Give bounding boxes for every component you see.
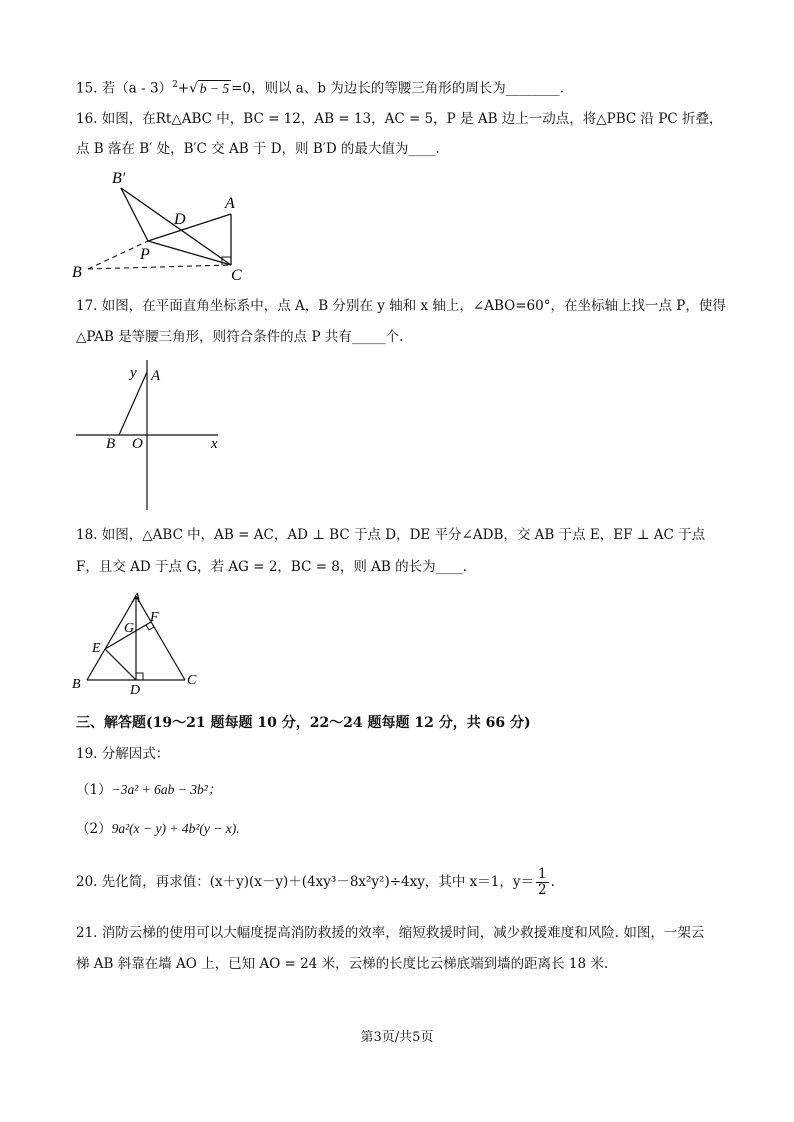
q15-radicand: b − 5 (199, 80, 230, 96)
q15-exponent: 2 (172, 80, 178, 90)
q19-part1 (76, 781, 221, 799)
label-e: E (92, 641, 101, 656)
fraction-one-half (536, 867, 549, 898)
q16-line1: 16. 如图，在Rt△ABC 中，BC = 12，AB = 13，AC = 5，P 是 AB 边上一动点，将△PBC 沿 PC 折叠， (76, 111, 723, 127)
q19-part2-expr: 9a²(x − y) + 4b²(y − x). (111, 821, 240, 836)
q20-end: . (550, 874, 555, 890)
side-ab (87, 596, 136, 680)
label-a: A (225, 195, 235, 212)
q20-text: 20. 先化简，再求值：(x＋y)(x－y)＋(4xy³－8x²y²)÷4xy，其中 x＝1，y＝ (76, 874, 534, 890)
q16-figure (66, 166, 256, 284)
q15-suffix: =0，则以 a、b 为边长的等腰三角形的周长为________. (231, 80, 565, 97)
q15-number: 15. (76, 80, 98, 97)
q21-line2: 梯 AB 斜靠在墙 AO 上，已知 AO = 24 米，云梯的长度比云梯底端到墙的距离长 18 米. (76, 956, 609, 972)
label-c: C (231, 267, 242, 284)
q18-line2: F，且交 AD 于点 G，若 AG = 2，BC = 8，则 AB 的长为____. (76, 559, 467, 575)
label-f: F (150, 610, 159, 625)
label-c: C (187, 673, 197, 688)
line-b1-p (121, 188, 148, 241)
label-o: O (132, 436, 143, 452)
q19-part1-label: （1） (76, 782, 112, 798)
q17-figure (70, 360, 230, 515)
segment-ab (119, 372, 147, 435)
segment-de (105, 649, 136, 680)
q19-part2 (76, 820, 240, 838)
q19-title: 19. 分解因式： (76, 746, 170, 762)
label-p: P (140, 246, 150, 263)
q18-line1: 18. 如图，△ABC 中，AB = AC，AD ⊥ BC 于点 D，DE 平分∠ADB，交 AB 于点 E，EF ⊥ AC 于点 (76, 527, 706, 543)
label-b: B (72, 264, 82, 281)
line-b-c-dashed (88, 265, 231, 269)
side-ac (136, 596, 185, 680)
q18-figure (68, 588, 208, 696)
q17-line1: 17. 如图，在平面直角坐标系中，点 A，B 分别在 y 轴和 x 轴上，∠ABO=60°，在坐标轴上找一点 P，使得 (76, 298, 726, 314)
q16-line2: 点 B 落在 B′ 处，B′C 交 AB 于 D，则 B′D 的最大值为____. (76, 141, 440, 157)
page-footer: 第3页/共5页 (360, 1030, 434, 1045)
right-angle-mark-d (136, 673, 143, 680)
question-15 (76, 76, 564, 98)
label-g: G (124, 621, 135, 636)
label-b: B (106, 436, 116, 452)
fraction-denominator: 2 (538, 882, 547, 898)
q19-part1-expr: −3a² + 6ab − 3b²； (111, 782, 222, 797)
line-p-c (148, 241, 231, 265)
label-d: D (174, 211, 186, 228)
q19-part2-label: （2） (76, 821, 112, 837)
line-p-a (148, 214, 231, 241)
question-20 (76, 865, 555, 899)
label-a: A (132, 591, 141, 606)
label-d: D (130, 683, 141, 696)
q21-line1: 21. 消防云梯的使用可以大幅度提高消防救援的效率，缩短救援时间，减少救援难度和风险. 如图，一架云 (76, 925, 705, 941)
line-b-p-dashed (88, 241, 148, 269)
fraction-numerator: 1 (538, 866, 547, 882)
label-b: B (72, 677, 81, 692)
sqrt-sign: √ (189, 80, 198, 97)
q15-plus: + (177, 80, 190, 97)
label-x: x (211, 436, 218, 452)
q15-prefix: 若（a - 3） (101, 80, 173, 97)
label-b-prime: B′ (112, 170, 126, 187)
label-y: y (130, 365, 137, 381)
section-heading: 三、解答题(19～21 题每题 10 分，22～24 题每题 12 分，共 66 分) (76, 715, 531, 731)
q17-line2: △PAB 是等腰三角形，则符合条件的点 P 共有_____个. (76, 329, 404, 345)
label-a: A (151, 368, 161, 384)
